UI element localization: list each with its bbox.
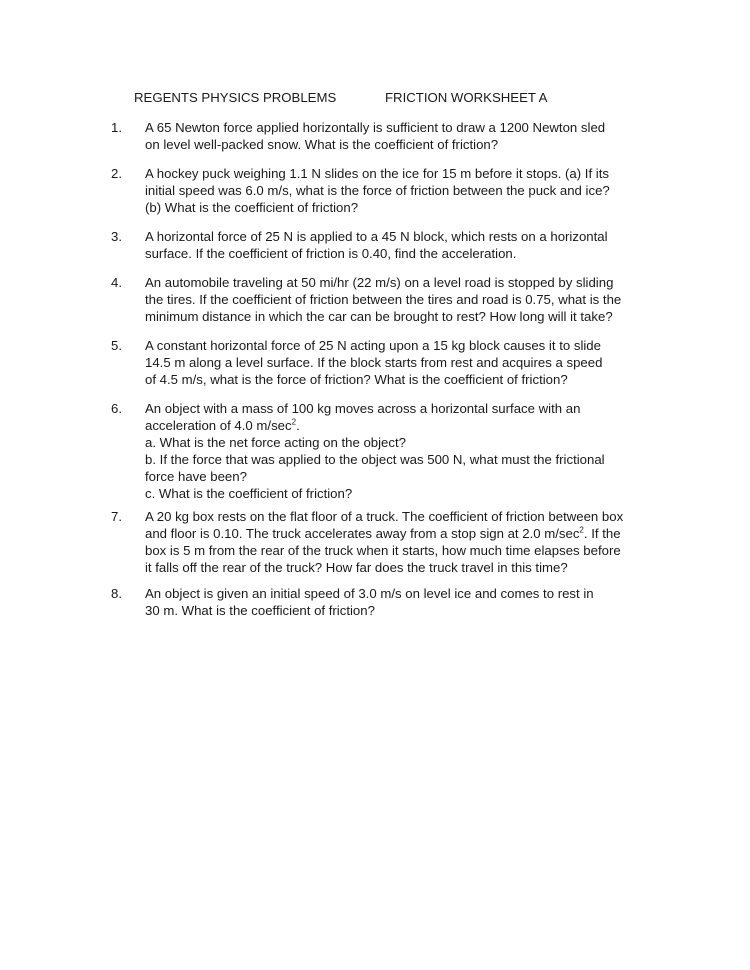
line-suffix: . If the — [583, 526, 621, 541]
problem-line: it falls off the rear of the truck? How far does the truck travel in this time? — [145, 560, 568, 575]
problem-line: minimum distance in which the car can be brought to rest? How long will it take? — [145, 309, 613, 324]
problem-text — [145, 337, 625, 388]
problem-number: 4. — [111, 275, 122, 290]
problem-line-with-exponent — [145, 417, 625, 434]
problem-number: 2. — [111, 166, 122, 181]
problem-line: 30 m. What is the coefficient of friction? — [145, 603, 375, 618]
problem-number: 5. — [111, 338, 122, 353]
problem-line: A horizontal force of 25 N is applied to a 45 N block, which rests on a horizontal — [145, 229, 608, 244]
problem-text — [145, 119, 625, 153]
problem-line: on level well-packed snow. What is the coefficient of friction? — [145, 137, 499, 152]
exponent: 2 — [579, 525, 584, 535]
problem-line: c. What is the coefficient of friction? — [145, 486, 353, 501]
problem-line: An automobile traveling at 50 mi/hr (22 m/s) on a level road is stopped by sliding — [145, 275, 614, 290]
problem-line-with-exponent — [145, 525, 625, 542]
problem-line: An object with a mass of 100 kg moves across a horizontal surface with an — [145, 401, 581, 416]
problem-line: box is 5 m from the rear of the truck when it starts, how much time elapses before — [145, 543, 621, 558]
problem-line: A constant horizontal force of 25 N acting upon a 15 kg block causes it to slide — [145, 338, 601, 353]
problem-line: b. If the force that was applied to the object was 500 N, what must the frictional — [145, 452, 605, 467]
line-suffix: . — [296, 418, 300, 433]
problem-text — [145, 228, 625, 262]
exponent: 2 — [291, 417, 297, 427]
header-left-title: REGENTS PHYSICS PROBLEMS — [134, 90, 337, 105]
header-right-title: FRICTION WORKSHEET A — [385, 90, 548, 105]
problem-line: A 20 kg box rests on the flat floor of a truck. The coefficient of friction between box — [145, 509, 624, 524]
line-text: acceleration of 4.0 m/sec — [145, 418, 292, 433]
problem-text — [145, 508, 625, 576]
problem-line: 14.5 m along a level surface. If the block starts from rest and acquires a speed — [145, 355, 603, 370]
problem-line: force have been? — [145, 469, 247, 484]
problem-line: the tires. If the coefficient of friction between the tires and road is 0.75, what is the — [145, 292, 622, 307]
problem-line: A 65 Newton force applied horizontally is sufficient to draw a 1200 Newton sled — [145, 120, 606, 135]
problem-line: a. What is the net force acting on the object? — [145, 435, 406, 450]
problem-text — [145, 585, 625, 619]
problem-number: 6. — [111, 401, 122, 416]
problem-text — [145, 165, 625, 216]
problem-line: A hockey puck weighing 1.1 N slides on the ice for 15 m before it stops. (a) If its — [145, 166, 609, 181]
line-text: and floor is 0.10. The truck accelerates away from a stop sign at 2.0 m/sec — [145, 526, 580, 541]
worksheet-header — [134, 88, 634, 108]
problem-line: (b) What is the coefficient of friction? — [145, 200, 359, 215]
problem-text — [145, 400, 625, 502]
problem-line: An object is given an initial speed of 3.0 m/s on level ice and comes to rest in — [145, 586, 594, 601]
problem-line: surface. If the coefficient of friction is 0.40, find the acceleration. — [145, 246, 517, 261]
problem-number: 3. — [111, 229, 122, 244]
problem-line: of 4.5 m/s, what is the force of friction? What is the coefficient of friction? — [145, 372, 568, 387]
problem-number: 8. — [111, 586, 122, 601]
problem-number: 1. — [111, 120, 122, 135]
problem-line: initial speed was 6.0 m/s, what is the force of friction between the puck and ice? — [145, 183, 610, 198]
problem-text — [145, 274, 625, 325]
problem-number: 7. — [111, 509, 122, 524]
